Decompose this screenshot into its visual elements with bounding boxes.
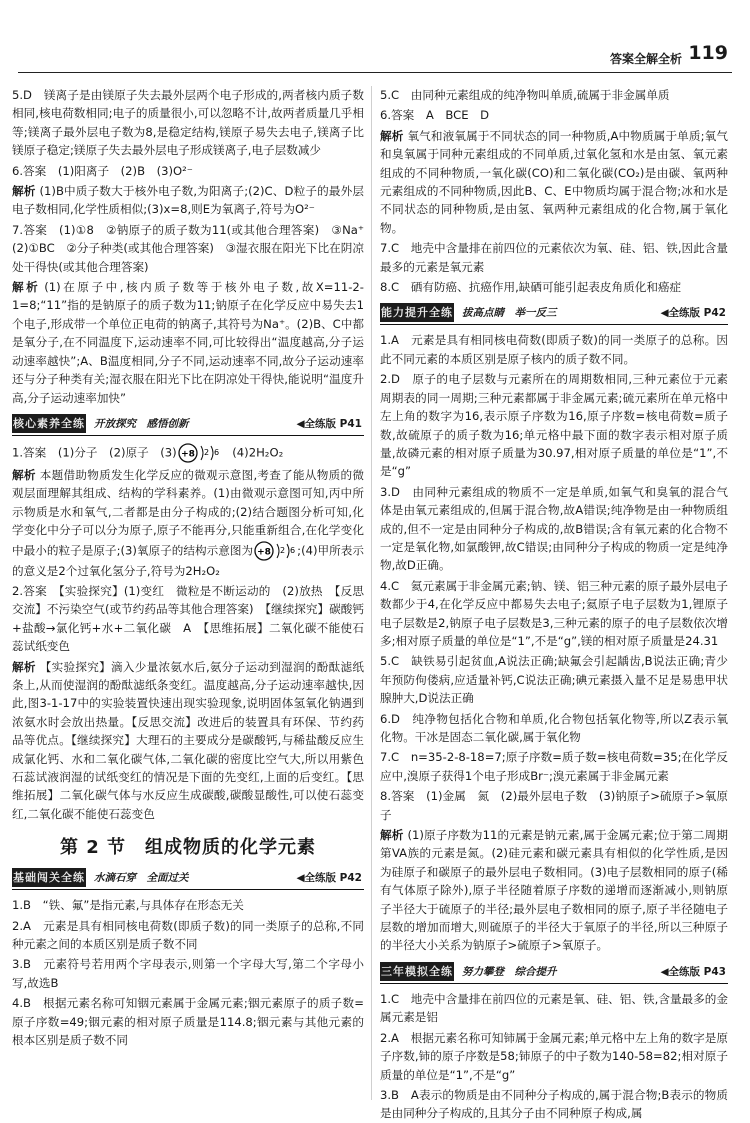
answer-q6: 6.答案 (1)阳离子 (2)B (3)O²⁻: [12, 163, 193, 178]
oxygen-atom-structure-icon: [177, 442, 221, 464]
svg-text:6: 6: [290, 545, 296, 555]
header-label: 答案全解全析: [609, 52, 682, 66]
section-title: 第 2 节 组成物质的化学元素: [59, 837, 317, 859]
analysis-c8: 解析 (1)原子序数为11的元素是钠元素,属于金属元素;位于第二周期第VA族的元素是氮。(2)硅元素和碳元素具有相似的化学性质,是因为硅原子和碳原子的最外层电子数相同。(3)电子层数相同的原子(稀有气体原子除外),原子半径随着原子序数的递增而逐渐减小,则钠原子半径大于硫原子的半径;最外层电子数相同的原子,原子半径随电子层数的增加而增大,则硫原子的半径大于氧原子的半径,所以三种原子的半径大小关系为钠原子>硫原子>氧原子。: [380, 828, 728, 953]
left-column: [12, 86, 376, 1104]
answer-b1: 1.B “铁、氟”是指元素,与具体存在形态无关: [12, 898, 244, 913]
page-number: 119: [688, 42, 728, 64]
banner-slogan: 努力攀登 综合提升: [462, 965, 557, 978]
answer-d2: 2.A 根据元素名称可知铈属于金属元素;单元格中左上角的数字是原子序数,铈的原子序数是58;铈原子的中子数为140-58=82;相对原子质量的单位是“1”,不是“g”: [380, 1030, 728, 1082]
banner-slogan: 水滴石穿 全面过关: [94, 872, 189, 885]
header-rule: [18, 72, 732, 73]
answer-r5: 5.C 由同种元素组成的纯净物叫单质,硫属于非金属单质: [380, 88, 670, 102]
answer-d3: 3.B A表示的物质是由不同种分子构成的,属于混合物;B表示的物质是由同种分子构成的,且其分子由不同种原子构成,属: [380, 1087, 728, 1121]
analysis-m2: 解析 【实验探究】滴入少量浓氨水后,氨分子运动到湿润的酚酞滤纸条上,从而使湿润的酚酞滤纸条变红。温度越高,分子运动速率越快,因此,图3-1-17中的实验装置快速出现实验现象,说明固体氢氧化钠遇到浓氨水时会放出热量。【反思交流】改进后的装置具有环保、节约药品等优点。【继续探究】大理石的主要成分是碳酸钙,与稀盐酸反应生成氯化钙、水和二氧化碳气体,二氧化碳的密度比空气大,所以用紫色石蕊试液润湿的试纸变红的情况是下面的先变红,上面的后变红。【思维拓展】二氧化碳气体与水反应生成碳酸,碳酸显酸性,可以使石蕊变红,二氧化碳不能使石蕊变色: [12, 659, 364, 821]
section-banner-core-literacy: [12, 413, 364, 436]
banner-reference: ◀全练版 P41: [296, 417, 362, 430]
banner-label: 基础闯关全练: [12, 868, 86, 887]
banner-reference: ◀全练版 P43: [660, 965, 726, 978]
analysis-q7: 解析 (1)在原子中,核内质子数等于核外电子数,故X=11-2-1=8;“11”指的是钠原子的质子数为11;钠原子在化学反应中易失去1个电子,形成带一个单位正电荷的钠离子,其符号为Na⁺。(2)B、C中都是氧分子,在不同温度下,运动速率不同,可比较得出“温度越高,分子运动速率越快”;A、B温度相同,分子不同,运动速率不同,故分子运动速率还与分子种类有关;湿衣服在阳光下比在阴凉处干得快,能说明“温度升高,分子运动速率加快”: [12, 280, 364, 405]
answer-b4: 4.B 根据元素名称可知铟元素属于金属元素;铟元素原子的质子数=原子序数=49;铟元素的相对原子质量是114.8;铟元素与其他元素的根本区别是质子数不同: [12, 996, 364, 1048]
answer-m1: 1.答案 (1)分子 (2)原子 (3) +8 2 6 (4)2H₂O₂: [12, 442, 364, 464]
atom-nucleus-charge: +8: [180, 449, 195, 460]
answer-c7: 7.C n=35-2-8-18=7;原子序数=质子数=核电荷数=35;在化学反应中,溴原子获得1个电子形成Br⁻;溴元素属于非金属元素: [380, 750, 728, 783]
oxygen-atom-structure-icon: [253, 540, 297, 562]
answer-c2: 2.D 原子的电子层数与元素所在的周期数相同,三种元素位于元素周期表的同一周期;三种元素都属于非金属元素;硫元素所在单元格中左上角的数字为16,表示原子序数为16,原子序数=核电荷数=质子数,故硫原子的质子数为16;单元格中最下面的数字表示相对原子质量,故磷元素的相对原子质量为30.97,相对原子质量的单位是“1”,不是“g”: [380, 372, 728, 479]
answer-b3: 3.B 元素符号若用两个字母表示,则第一个字母大写,第二个字母小写,故选B: [12, 957, 364, 990]
section-banner-basic: [12, 867, 364, 890]
answer-q7: 7.答案 (1)①8 ②钠原子的质子数为11(或其他合理答案) ③Na⁺ (2)①BC ②分子种类(或其他合理答案) ③湿衣服在阳光下比在阴凉处干得快(或其他合理答案): [12, 222, 376, 274]
answer-c1: 1.A 元素是具有相同核电荷数(即质子数)的同一类原子的总称。因此不同元素的本质区别是原子核内的质子数不同。: [380, 333, 728, 366]
answer-c8: 8.答案 (1)金属 氮 (2)最外层电子数 (3)钠原子>硫原子>氧原子: [380, 789, 728, 822]
banner-label: 能力提升全练: [380, 303, 454, 322]
banner-slogan: 开放探究 感悟创新: [94, 417, 189, 430]
svg-text:2: 2: [280, 545, 286, 555]
column-divider: [371, 86, 372, 1100]
answer-m2: 2.答案 【实验探究】(1)变红 微粒是不断运动的 (2)放热 【反思交流】不污染空气(或节约药品等其他合理答案) 【继续探究】碳酸钙+盐酸→氯化钙+水+二氧化碳 A 【思维拓展】二氧化碳不能使石蕊试纸变色: [12, 583, 364, 654]
answer-r6: 6.答案 A BCE D: [380, 108, 490, 123]
answer-r8: 8.C 硒有防癌、抗癌作用,缺硒可能引起表皮角质化和癌症: [380, 280, 682, 295]
svg-text:2: 2: [203, 447, 209, 457]
svg-text:6: 6: [213, 447, 219, 457]
answer-c6: 6.D 纯净物包括化合物和单质,化合物包括氧化物等,所以Z表示氧化物。干冰是固态二氧化碳,属于氧化物: [380, 711, 728, 744]
banner-reference: ◀全练版 P42: [660, 307, 726, 320]
answer-d1: 1.C 地壳中含量排在前四位的元素是氧、硅、铝、铁,含量最多的金属元素是铝: [380, 991, 728, 1025]
section-banner-ability: [380, 302, 728, 325]
banner-label: 核心素养全练: [12, 414, 86, 433]
answer-b2: 2.A 元素是具有相同核电荷数(即质子数)的同一类原子的总称,不同种元素之间的本质区别是质子数不同: [12, 918, 364, 952]
analysis-q6: 解析 (1)B中质子数大于核外电子数,为阳离子;(2)C、D粒子的最外层电子数相同,化学性质相似;(3)x=8,则E为氧离子,符号为O²⁻: [12, 184, 364, 217]
answer-r7: 7.C 地壳中含量排在前四位的元素依次为氧、硅、铝、铁,因此含量最多的元素是氧元素: [380, 241, 728, 274]
banner-label: 三年模拟全练: [380, 962, 454, 981]
section-banner-three-year: [380, 961, 728, 984]
banner-reference: ◀全练版 P42: [296, 872, 362, 885]
answer-c4: 4.C 氦元素属于非金属元素;钠、镁、铝三种元素的原子最外层电子数都少于4,在化学反应中都易失去电子;氦原子电子层数为1,锂原子电子层数是2,钠原子电子层数是3,三种元素的原子的电子层数依次增多;相对原子质量的单位是“1”,不是“g”,镁的相对原子质量是24.31: [380, 578, 728, 648]
atom-nucleus-charge: +8: [257, 547, 272, 558]
answer-c3: 3.D 由同种元素组成的物质不一定是单质,如氧气和臭氧的混合气体是由氧元素组成的,但属于混合物,故A错误;纯净物是由一种物质组成的,但不一定是由同种分子构成的,故B错误;含有氧元素的化合物不一定是氧化物,如氯酸钾,故C错误;由同种分子构成的物质一定是纯净物,故D正确。: [380, 484, 728, 573]
analysis-r6: 解析 氧气和液氧属于不同状态的同一种物质,A中物质属于单质;氧气和臭氧属于同种元素组成的不同单质,过氧化氢和水是由氢、氧元素组成的不同种物质,一氧化碳(CO)和二氧化碳(CO₂)是由碳、氧两种元素组成的不同种物质,因此B、C、E中物质均属于混合物;冰和水是不同状态的同种物质,是由氢、氧两种元素组成的化合物,属于氧化物。: [380, 128, 728, 235]
banner-slogan: 拔高点睛 举一反三: [462, 307, 557, 320]
page-header: [0, 0, 750, 70]
answer-c5: 5.C 缺铁易引起贫血,A说法正确;缺氟会引起龋齿,B说法正确;青少年预防佝偻病,应适量补钙,C说法正确;碘元素摄入量不足是易患甲状腺肿大,D说法正确: [380, 654, 728, 706]
analysis-m1: 解析 本题借助物质发生化学反应的微观示意图,考查了能从物质的微观层面理解其组成、结构的学科素养。(1)由微观示意图可知,丙中所示物质是水和氧气,二者都是由分子构成的;(2)结合题图分析可知,化学变化中分子可以分为原子,原子不能再分,只能重新组合,在化学变化中最小的粒子是原子;(3)氧原子的结构示意图为 +8 2 6 ;(4)甲所表示的意义是2个过氧化氢分子,符号为2H₂O₂: [12, 467, 364, 578]
answer-q5: 5.D 镁离子是由镁原子失去最外层两个电子形成的,两者核内质子数相同,核电荷数相同;电子的质量很小,可以忽略不计,故两者质量几乎相等;镁离子最外层电子数为8,是稳定结构,镁原子易失去电子,镁离子比镁原子稳定;镁原子失去最外层电子形成镁离子,电子层数减少: [12, 88, 364, 158]
right-column: [380, 86, 728, 1121]
